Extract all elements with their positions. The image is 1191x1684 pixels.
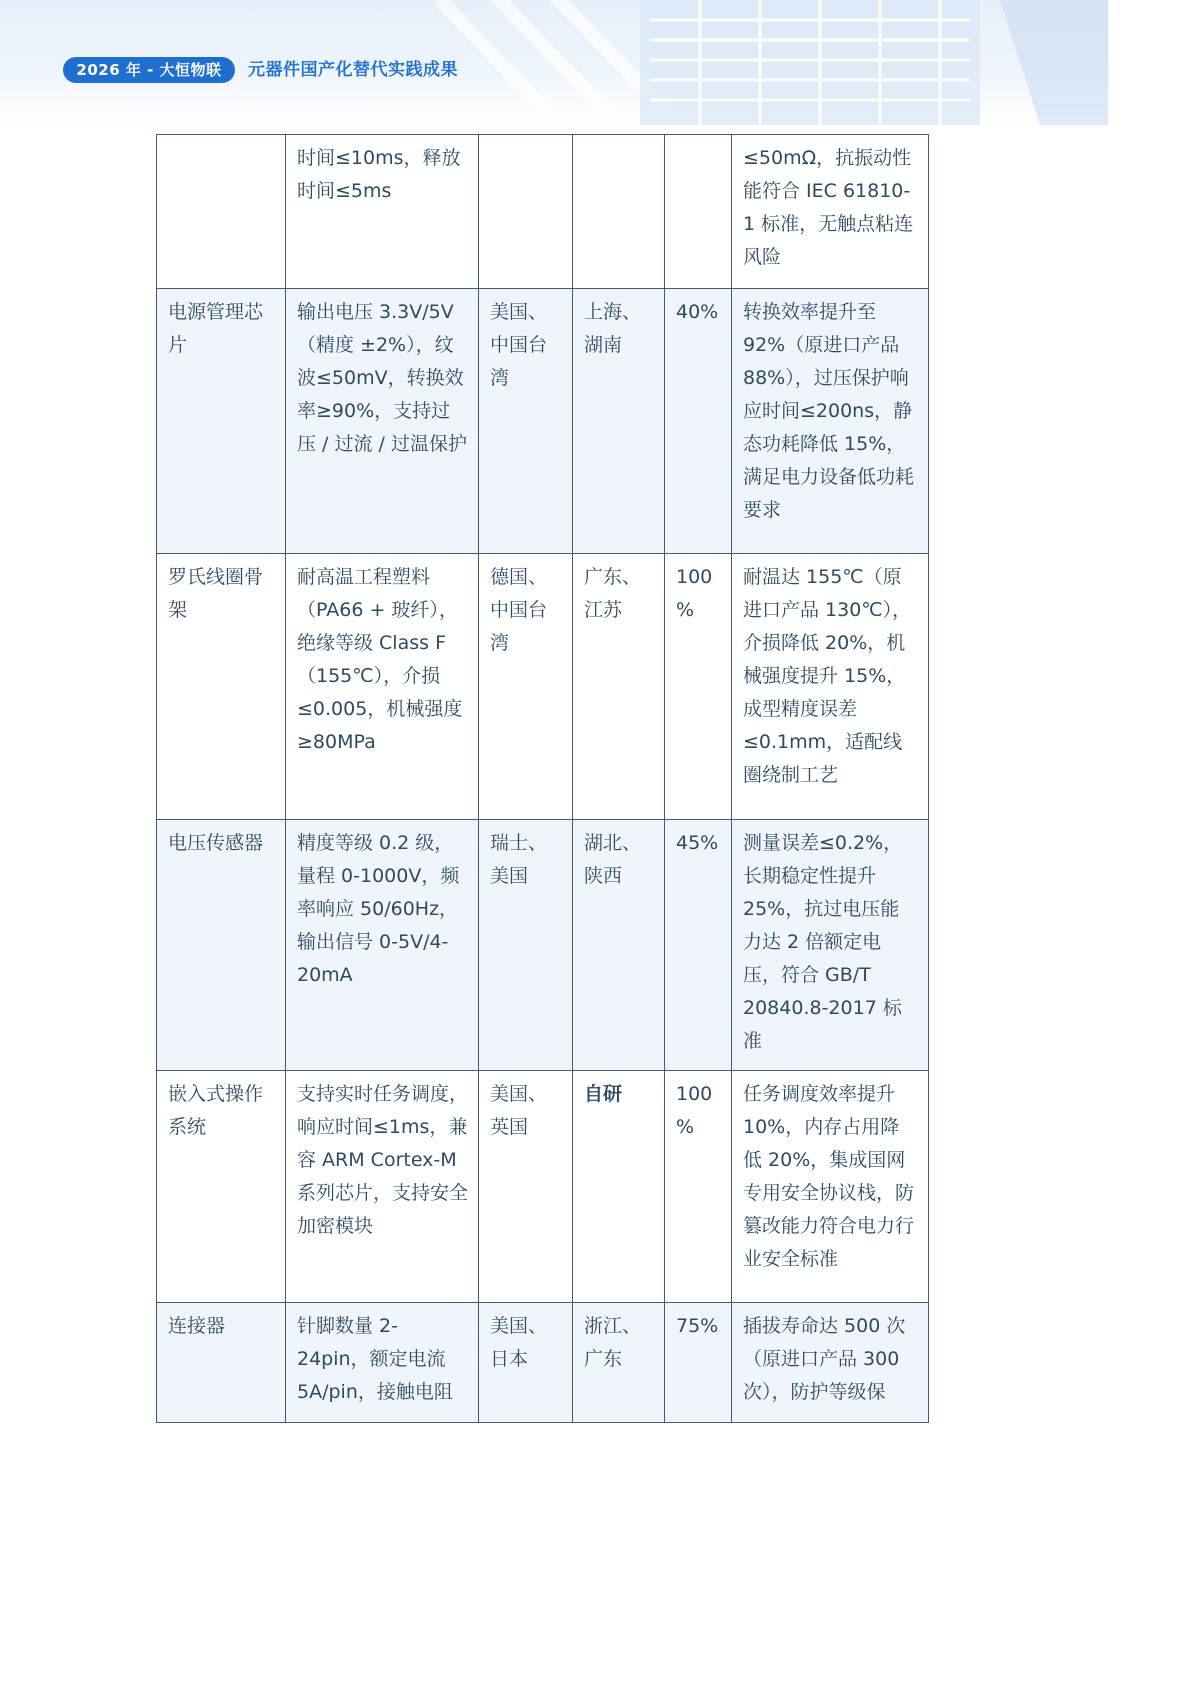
component-name-cell: 电源管理芯片 [157,289,286,554]
effect-cell: 耐温达 155℃（原进口产品 130℃），介损降低 20%，机械强度提升 15%，成型精度误差≤0.1mm，适配线圈绕制工艺 [732,554,929,820]
component-name-cell: 罗氏线圈骨架 [157,554,286,820]
rate-cell: 100% [665,1071,732,1303]
component-name-cell: 连接器 [157,1303,286,1423]
origin-cell: 德国、中国台湾 [479,554,573,820]
origin-cell: 瑞士、美国 [479,820,573,1071]
source-cell: 广东、江苏 [573,554,665,820]
table-row [157,135,929,289]
component-table [156,134,929,1423]
spec-cell: 支持实时任务调度，响应时间≤1ms，兼容 ARM Cortex-M 系列芯片，支持安全加密模块 [286,1071,479,1303]
spec-cell: 耐高温工程塑料（PA66 + 玻纤），绝缘等级 Class F（155℃），介损≤0.005，机械强度≥80MPa [286,554,479,820]
effect-cell: 转换效率提升至 92%（原进口产品 88%），过压保护响应时间≤200ns，静态功耗降低 15%，满足电力设备低功耗要求 [732,289,929,554]
component-name-cell: 电压传感器 [157,820,286,1071]
effect-cell: 测量误差≤0.2%，长期稳定性提升 25%，抗过电压能力达 2 倍额定电压，符合 GB/T 20840.8-2017 标准 [732,820,929,1071]
origin-cell [479,135,573,289]
rate-cell: 75% [665,1303,732,1423]
source-cell: 浙江、广东 [573,1303,665,1423]
rate-cell: 100% [665,554,732,820]
effect-cell: 插拔寿命达 500 次（原进口产品 300 次），防护等级保 [732,1303,929,1423]
source-cell: 湖北、陕西 [573,820,665,1071]
component-name-cell [157,135,286,289]
header-year-badge: 2026 年 - 大恒物联 [63,57,235,83]
spec-cell: 时间≤10ms，释放时间≤5ms [286,135,479,289]
source-cell: 自研 [573,1071,665,1303]
spec-cell: 精度等级 0.2 级，量程 0-1000V，频率响应 50/60Hz，输出信号 0-5V/4-20mA [286,820,479,1071]
rate-cell: 40% [665,289,732,554]
header-title: 元器件国产化替代实践成果 [248,60,458,80]
table-row [157,1071,929,1303]
effect-cell: 任务调度效率提升 10%，内存占用降低 20%，集成国网专用安全协议栈，防篡改能力符合电力行业安全标准 [732,1071,929,1303]
effect-cell: ≤50mΩ，抗振动性能符合 IEC 61810-1 标准，无触点粘连风险 [732,135,929,289]
table-row [157,1303,929,1423]
spec-cell: 输出电压 3.3V/5V（精度 ±2%），纹波≤50mV，转换效率≥90%，支持过压 / 过流 / 过温保护 [286,289,479,554]
origin-cell: 美国、中国台湾 [479,289,573,554]
origin-cell: 美国、日本 [479,1303,573,1423]
component-name-cell: 嵌入式操作系统 [157,1071,286,1303]
table-row [157,820,929,1071]
source-cell: 上海、湖南 [573,289,665,554]
rate-cell [665,135,732,289]
origin-cell: 美国、英国 [479,1071,573,1303]
spec-cell: 针脚数量 2-24pin，额定电流 5A/pin，接触电阻 [286,1303,479,1423]
rate-cell: 45% [665,820,732,1071]
source-cell [573,135,665,289]
table-row [157,289,929,554]
table-row [157,554,929,820]
